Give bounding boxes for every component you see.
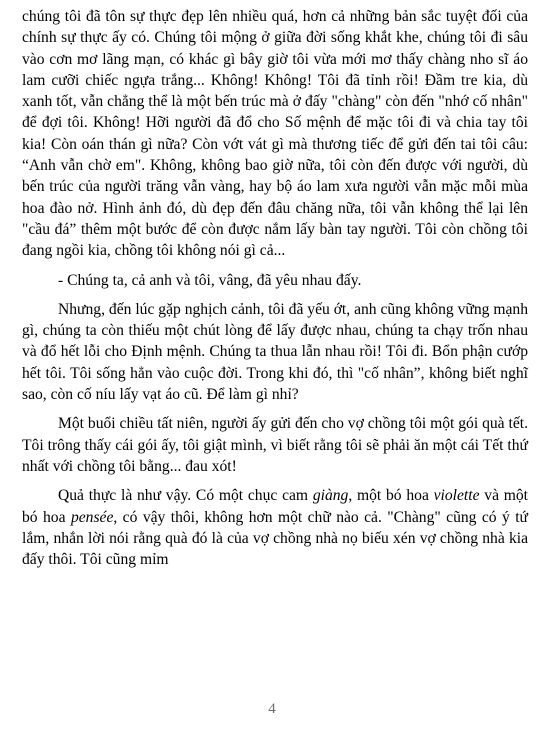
italic-term: pensée bbox=[70, 508, 114, 526]
text-run: , một bó hoa bbox=[348, 487, 434, 505]
text-run: chúng tôi đã tôn sự thực đẹp lên nhiều quá, hơn cả những bản sắc tuyệt đối của chính sự thực ấy có. Chúng tôi mộng ở giữa đời sống khắt khe, chúng tôi đi sâu vào cơn mơ lãng mạn, có khác gì bây giờ tôi vừa mới mơ thấy chàng nho sĩ áo lam cưỡi chiếc ngựa trắng... Không! Không! Tôi đã tỉnh rồi! Đầm tre kia, dù xanh tốt, vẫn chẳng thể là một bến trúc mà ở đấy "chàng" còn đến "nhớ cố nhân" để đợi tôi. Không! Hỡi người đã đổ cho Số mệnh để mặc tôi đi và chia tay tôi kia! Còn oán thán gì nữa? Còn vớt vát gì mà thương tiếc để gửi đến tai tôi câu: “Anh vẫn chờ em". Không, không bao giờ nữa, tôi còn đến được với người, dù bến trúc của người trăng vẫn vàng, hay bộ áo lam xưa người vẫn mặc mỗi mùa hoa đào nở. Hình ảnh đó, dù đẹp đến đâu chăng nữa, tôi vẫn không thể lại lên "cầu đá” thêm một bước để còn được nắm lấy bàn tay người. Tôi còn chồng tôi đang ngồi kia, chồng tôi không nói gì cả... bbox=[22, 8, 528, 260]
text-run: Một buổi chiều tất niên, người ấy gửi đến cho vợ chồng tôi một gói quà tết. Tôi trông thấy cái gói ấy, tôi giật mình, vì biết rằng tôi sẽ phải ăn một cái Tết thứ nhất với chồng tôi bằng... đau xót! bbox=[22, 415, 528, 475]
text-run: , có vậy thôi, không hơn một chữ nào cả. "Chàng" cũng có ý tứ lắm, nhắn lời nói rằng quà đó là của vợ chồng nhà nọ biếu xén vợ chồng nhà kia đấy thôi. Tôi cũng mỉm bbox=[22, 508, 528, 569]
text-run: và một bó hoa bbox=[22, 487, 528, 526]
text-run: - Chúng ta, cả anh và tôi, vâng, đã yêu nhau đấy. bbox=[58, 271, 362, 289]
text-run: Nhưng, đến lúc gặp nghịch cảnh, tôi đã yếu ớt, anh cũng không vững mạnh gì, chúng ta còn thiếu một chút lòng để lấy được nhau, chúng ta chạy trốn nhau và đổ hết lỗi cho Định mệnh. Chúng ta thua lẫn nhau rồi! Tôi đi. Bổn phận cướp hết tôi. Tôi sống hẳn vào cuộc đời. Trong khi đó, thì "cố nhân”, không biết nghĩ sao, còn cố níu lấy vạt áo cũ. Để làm gì nhỉ? bbox=[22, 300, 528, 404]
page-number: 4 bbox=[268, 701, 276, 717]
paragraph-1 bbox=[22, 6, 528, 262]
italic-term: violette bbox=[433, 487, 480, 505]
paragraph-4 bbox=[22, 413, 528, 477]
paragraph-2 bbox=[22, 270, 528, 291]
paragraph-3 bbox=[22, 299, 528, 405]
text-run: Quả thực là như vậy. Có một chục cam bbox=[58, 487, 313, 505]
page-body bbox=[22, 6, 528, 570]
paragraph-5 bbox=[22, 485, 528, 570]
italic-term: giàng bbox=[312, 487, 349, 505]
